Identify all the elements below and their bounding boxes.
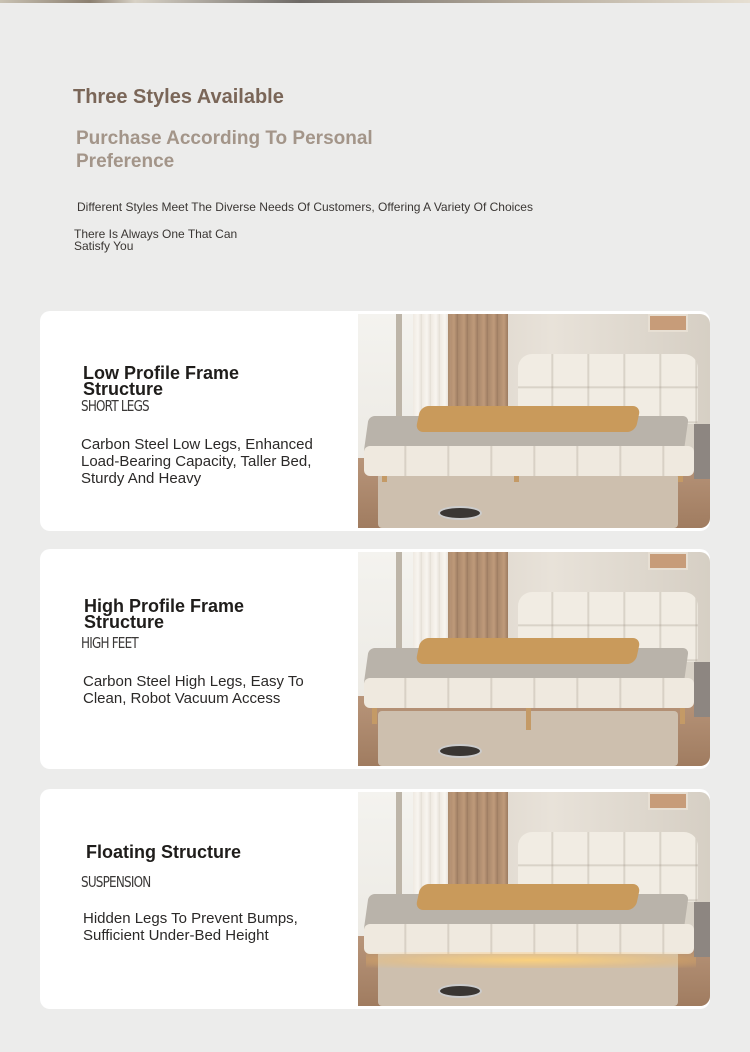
card-description: Carbon Steel High Legs, Easy To Clean, Robot Vacuum Access bbox=[83, 673, 304, 707]
intro-section bbox=[0, 0, 750, 290]
style-card-low-profile bbox=[40, 311, 710, 531]
card-title: Low Profile Frame Structure bbox=[83, 363, 240, 399]
bed-photo-high-legs bbox=[358, 552, 710, 766]
card-tag: SHORT LEGS bbox=[81, 397, 149, 415]
bed-photo-low-legs bbox=[358, 314, 710, 528]
bed-photo-floating bbox=[358, 792, 710, 1006]
card-tag: HIGH FEET bbox=[81, 634, 138, 652]
card-text bbox=[40, 311, 358, 531]
card-text bbox=[40, 789, 358, 1009]
card-text bbox=[40, 549, 358, 769]
intro-description: Different Styles Meet The Diverse Needs Of Customers, Offering A Variety Of Choices bbox=[77, 200, 533, 214]
card-description: Hidden Legs To Prevent Bumps, Sufficient Under-Bed Height bbox=[83, 910, 298, 944]
style-card-floating bbox=[40, 789, 710, 1009]
card-title: High Profile Frame Structure bbox=[84, 596, 245, 632]
page-title: Three Styles Available bbox=[73, 86, 284, 108]
intro-tagline: There Is Always One That Can Satisfy You bbox=[74, 227, 238, 253]
card-title: Floating Structure bbox=[86, 842, 242, 862]
card-description: Carbon Steel Low Legs, Enhanced Load-Bearing Capacity, Taller Bed, Sturdy And Heavy bbox=[81, 436, 313, 487]
card-tag: SUSPENSION bbox=[81, 873, 151, 891]
style-card-high-profile bbox=[40, 549, 710, 769]
page-subtitle: Purchase According To Personal Preference bbox=[76, 128, 373, 172]
